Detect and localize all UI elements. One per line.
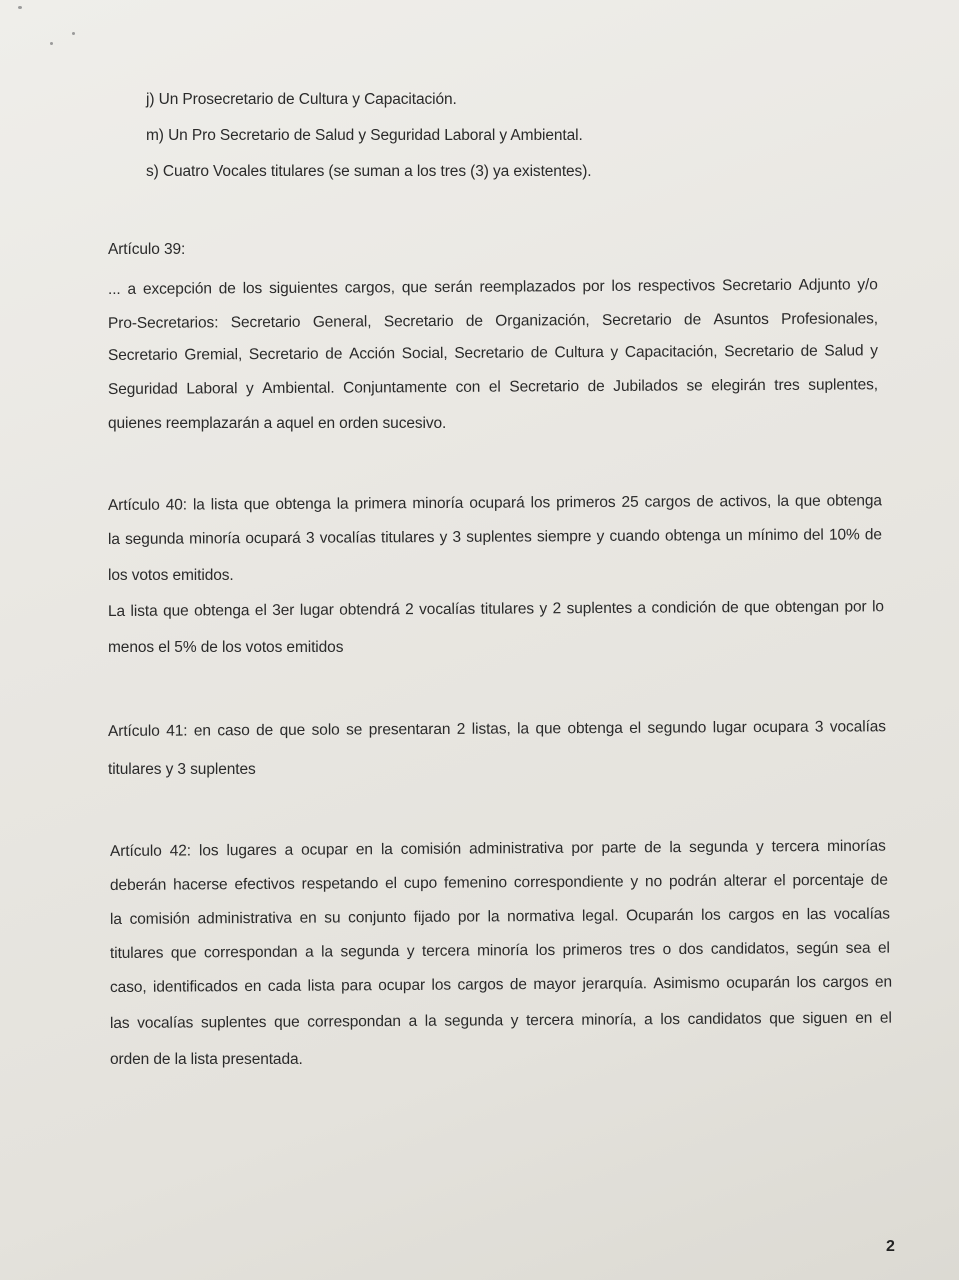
article-40-line: Artículo 40: la lista que obtenga la primera minoría ocupará los primeros 25 cargos de activos, la que obtenga [107,492,882,514]
article-39-line: Pro-Secretarios: Secretario General, Secretario de Organización, Secretario de Asuntos Profesionales, [107,310,879,332]
article-42-line: la comisión administrativa en su conjunto fijado por la normativa legal. Ocuparán los cargos en las vocalías [109,905,890,928]
article-41-line: titulares y 3 suplentes [108,761,256,778]
article-42-line: caso, identificados en cada lista para ocupar los cargos de mayor jerarquía. Asimismo ocuparán los cargos en [109,973,893,996]
article-40-line: los votos emitidos. [108,567,234,584]
article-39-heading: Artículo 39: [108,241,186,258]
article-42-line: orden de la lista presentada. [110,1051,303,1068]
article-40-line: menos el 5% de los votos emitidos [108,639,344,656]
article-39-line: quienes reemplazarán a aquel en orden sucesivo. [108,415,447,432]
page-number: 2 [886,1238,895,1255]
article-39-line: Secretario Gremial, Secretario de Acción Social, Secretario de Cultura y Capacitación, Secretario de Salud y [107,342,878,364]
article-42-line: deberán hacerse efectivos respetando el cupo femenino correspondiente y no podrán alterar el porcentaje de [109,871,888,894]
article-41-line: Artículo 41: en caso de que solo se presentaran 2 listas, la que obtenga el segundo lugar ocupara 3 vocalías [107,718,886,740]
article-39-line: ... a excepción de los siguientes cargos, que serán reemplazados por los respectivos Secretario Adjunto y/o [107,276,878,298]
list-item-m: m) Un Pro Secretario de Salud y Seguridad Laboral y Ambiental. [146,127,583,144]
article-42-line: Artículo 42: los lugares a ocupar en la comisión administrativa por parte de la segunda y tercera minorías [109,837,886,860]
article-42-line: las vocalías suplentes que correspondan a la segunda y tercera minoría, a los candidatos que siguen en el [109,1009,892,1032]
article-42-line: titulares que correspondan a la segunda y tercera minoría los primeros tres o dos candidatos, según sea el [109,939,890,962]
scan-speck [50,42,53,45]
list-item-j: j) Un Prosecretario de Cultura y Capacitación. [146,91,457,108]
article-39-line: Seguridad Laboral y Ambiental. Conjuntamente con el Secretario de Jubilados se elegirán tres suplentes, [107,376,879,398]
article-40-line: La lista que obtenga el 3er lugar obtendrá 2 vocalías titulares y 2 suplentes a condición de que obtengan por lo [107,598,884,620]
article-40-line: la segunda minoría ocupará 3 vocalías titulares y 3 suplentes siempre y cuando obtenga un mínimo del 10% de [107,526,882,548]
scan-speck [72,32,75,35]
scan-speck [18,6,22,9]
list-item-s: s) Cuatro Vocales titulares (se suman a los tres (3) ya existentes). [146,163,592,180]
